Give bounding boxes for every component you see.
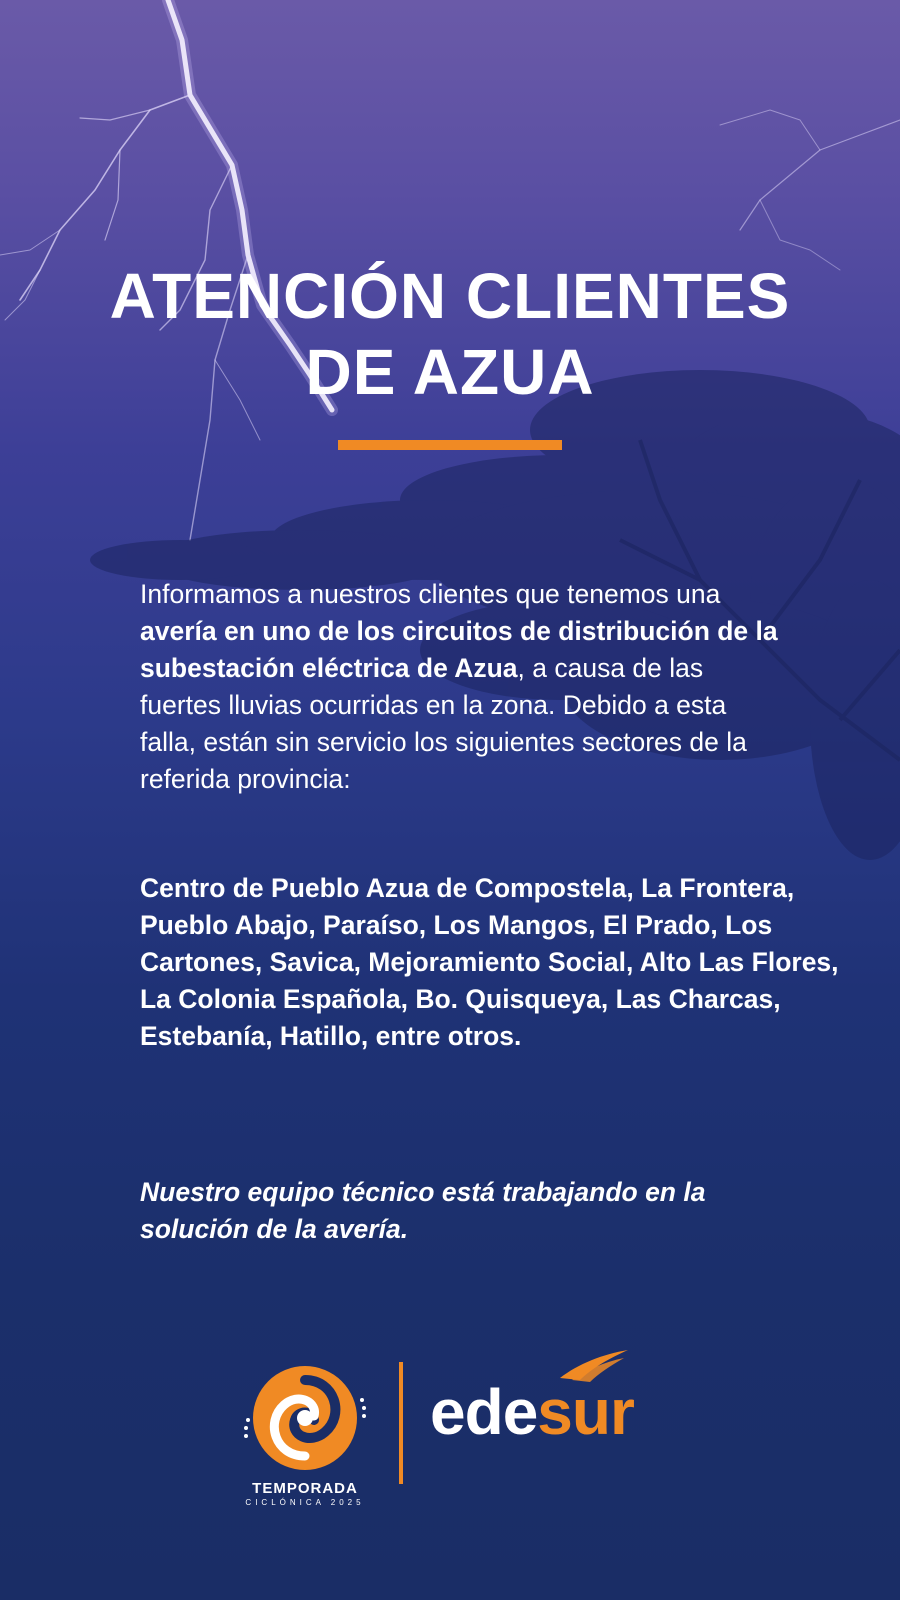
title-underline (338, 440, 562, 450)
season-caption (225, 1480, 385, 1507)
page-title (0, 258, 900, 410)
hurricane-spiral-icon (240, 1360, 370, 1500)
notice-rest: , a causa de las fuertes lluvias ocurridas en la zona. Debido a esta falla, están sin servicio los siguientes sectores de la referida provincia: (140, 653, 747, 794)
season-caption-line-2: CICLÓNICA 2025 (245, 1498, 365, 1507)
notice-intro: Informamos a nuestros clientes que tenemos una (140, 579, 721, 609)
notice-fault-highlight: avería en uno de los circuitos de distribución de la subestación eléctrica de Azua (140, 616, 778, 683)
affected-sectors-list: Centro de Pueblo Azua de Compostela, La Frontera, Pueblo Abajo, Paraíso, Los Mangos, El Prado, Los Cartones, Savica, Mejoramiento Social, Alto Las Flores, La Colonia Española, Bo. Quisqueya, Las Charcas, Estebanía, Hatillo, entre otros. (140, 873, 839, 1051)
closing-statement: Nuestro equipo técnico está trabajando en la solución de la avería. (140, 1177, 706, 1244)
notice-paragraph (140, 576, 780, 798)
edesur-logo (430, 1376, 634, 1448)
brand-text-ede: ede (430, 1376, 538, 1448)
logo-divider (399, 1362, 403, 1484)
title-line-1: ATENCIÓN CLIENTES (109, 260, 791, 332)
season-caption-line-1: TEMPORADA (252, 1480, 358, 1497)
title-line-2: DE AZUA (305, 336, 595, 408)
brand-text-sur: sur (537, 1376, 634, 1448)
